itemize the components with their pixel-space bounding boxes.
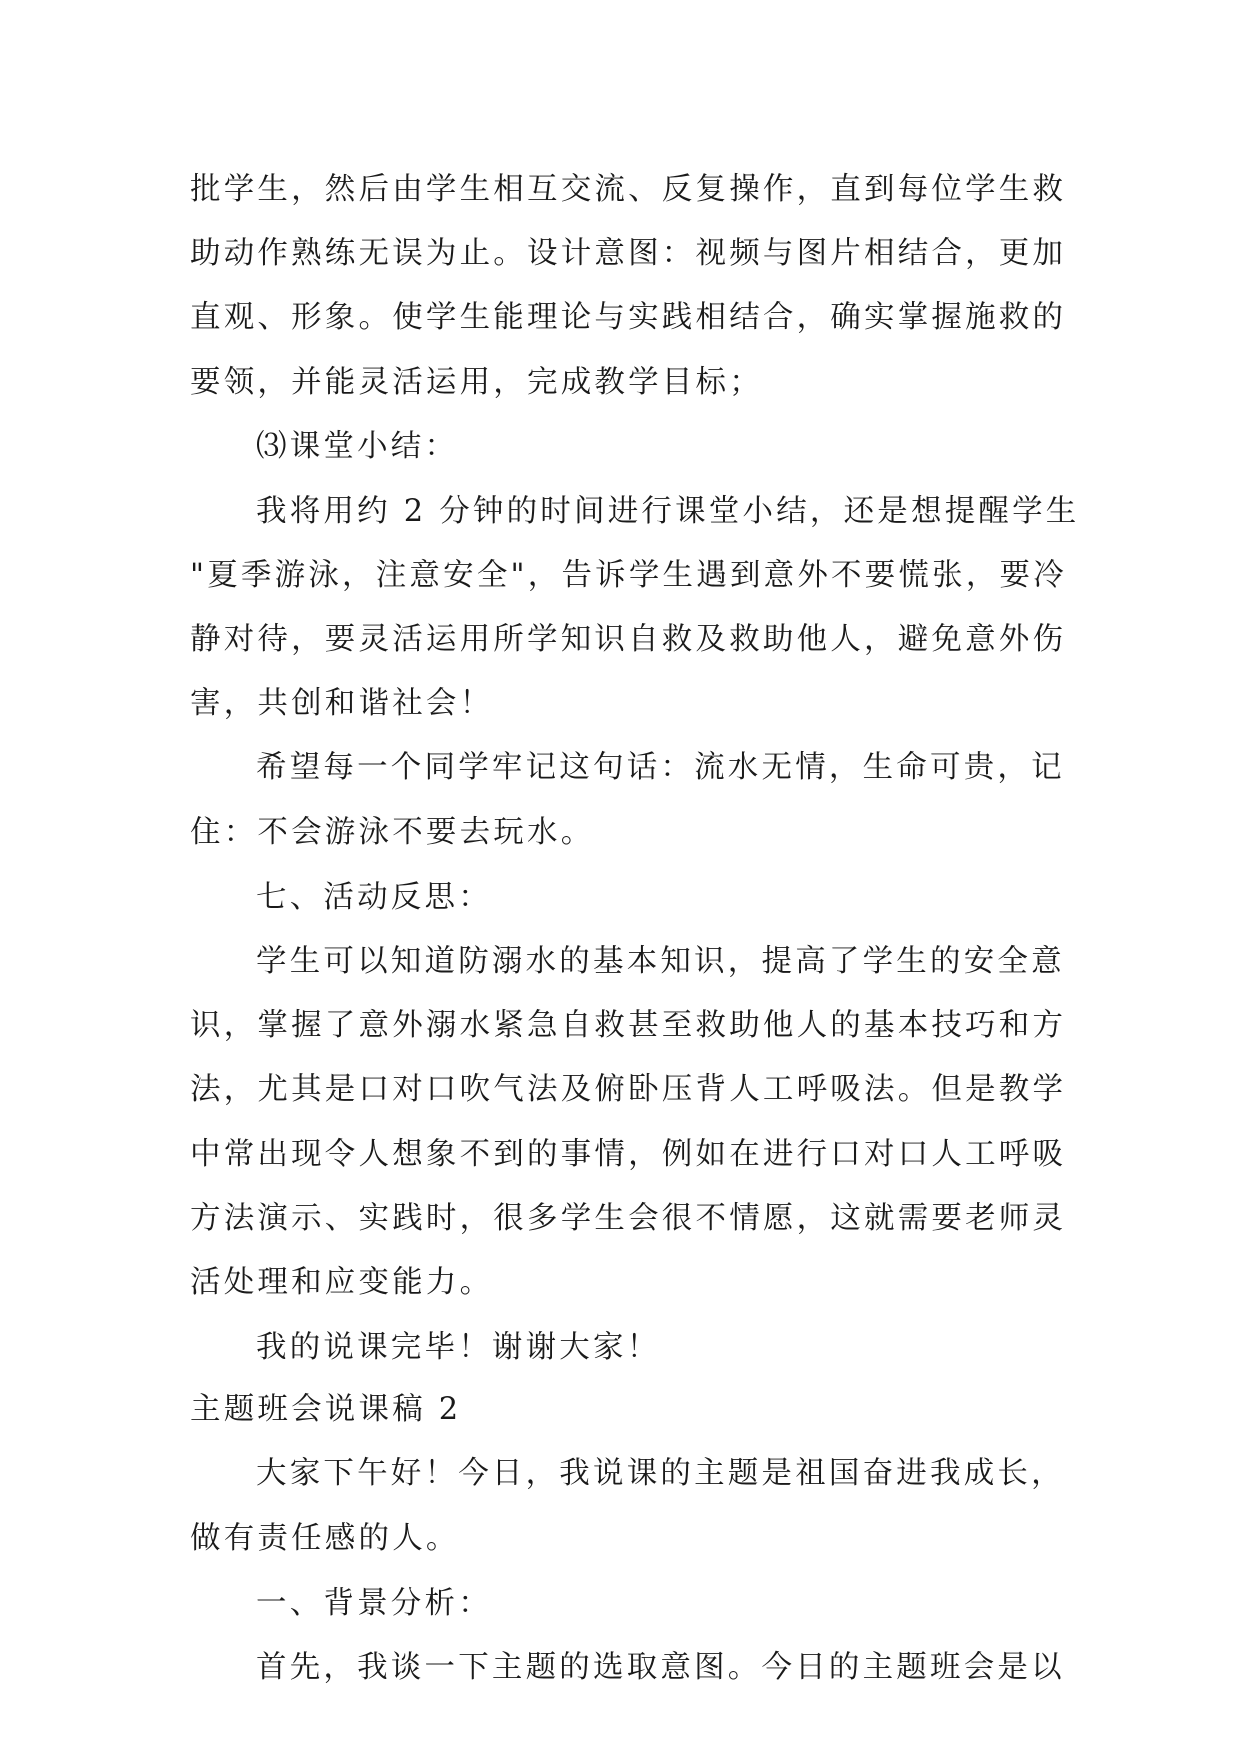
section-heading: 七、活动反思： — [256, 880, 492, 915]
text-line: 学生可以知道防溺水的基本知识，提高了学生的安全意 — [256, 944, 1065, 979]
text-line: 我的说课完毕！谢谢大家！ — [256, 1330, 661, 1365]
text-line: 做有责任感的人。 — [190, 1521, 460, 1556]
text-line: 希望每一个同学牢记这句话：流水无情，生命可贵，记 — [256, 750, 1065, 785]
text-line: 批学生，然后由学生相互交流、反复操作，直到每位学生救 — [190, 172, 1067, 207]
text-line: 大家下午好！今日，我说课的主题是祖国奋进我成长， — [256, 1456, 1065, 1491]
text-line: 助动作熟练无误为止。设计意图：视频与图片相结合，更加 — [190, 236, 1067, 271]
text-line: 静对待，要灵活运用所学知识自救及救助他人，避免意外伤 — [190, 622, 1067, 657]
section-heading: ⑶课堂小结： — [256, 429, 459, 464]
text-line: 首先，我谈一下主题的选取意图。今日的主题班会是以 — [256, 1650, 1065, 1685]
text-line: 我将用约 2 分钟的时间进行课堂小结，还是想提醒学生 — [256, 494, 1080, 529]
text-line: 要领，并能灵活运用，完成教学目标； — [190, 365, 763, 400]
text-line: 活处理和应变能力。 — [190, 1265, 494, 1300]
text-line: 害，共创和谐社会！ — [190, 686, 494, 721]
text-line: 识，掌握了意外溺水紧急自救甚至救助他人的基本技巧和方 — [190, 1008, 1067, 1043]
text-line: 方法演示、实践时，很多学生会很不情愿，这就需要老师灵 — [190, 1201, 1067, 1236]
section-heading: 一、背景分析： — [256, 1586, 492, 1621]
text-line: "夏季游泳，注意安全"，告诉学生遇到意外不要慌张，要冷 — [190, 558, 1067, 593]
text-line: 法，尤其是口对口吹气法及俯卧压背人工呼吸法。但是教学 — [190, 1072, 1067, 1107]
text-line: 直观、形象。使学生能理论与实践相结合，确实掌握施救的 — [190, 300, 1067, 335]
text-line: 中常出现令人想象不到的事情，例如在进行口对口人工呼吸 — [190, 1137, 1067, 1172]
text-line: 住：不会游泳不要去玩水。 — [190, 815, 595, 850]
document-title: 主题班会说课稿 2 — [190, 1392, 462, 1427]
